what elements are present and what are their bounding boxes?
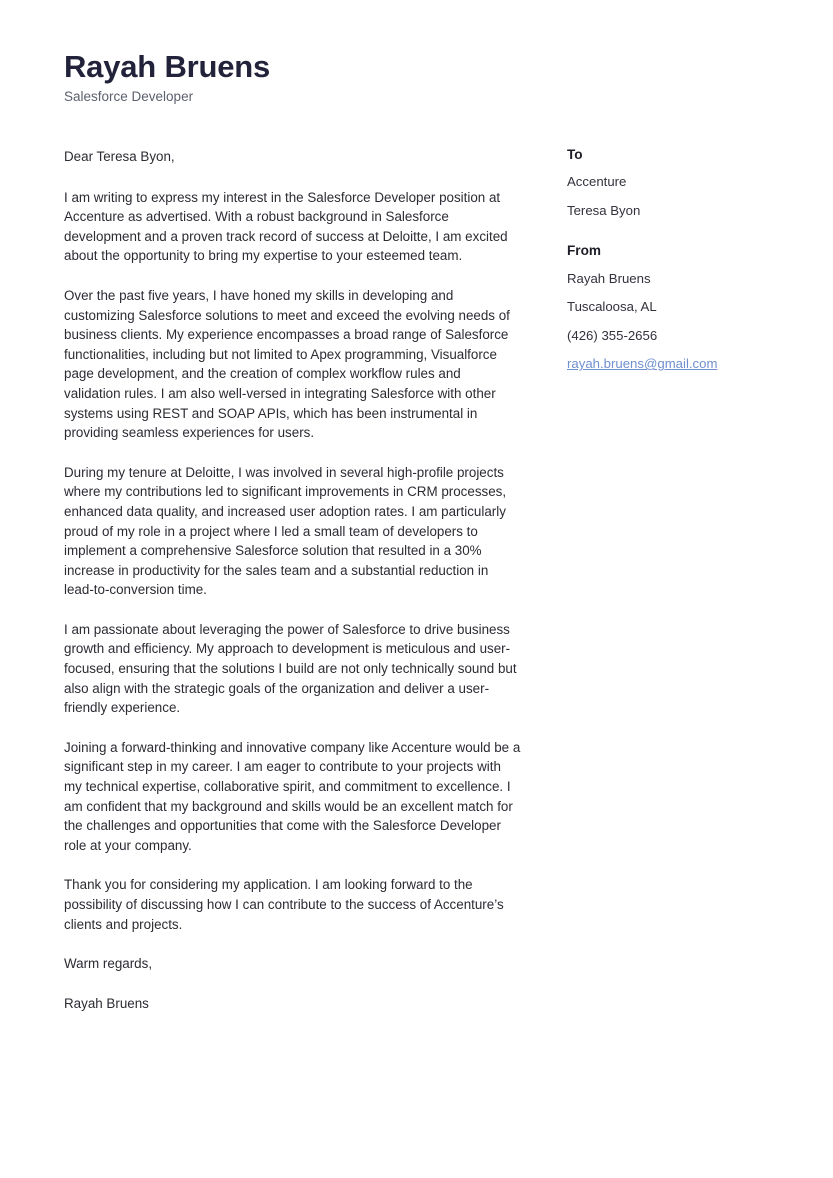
- letter-paragraph: Joining a forward-thinking and innovative company like Accenture would be a significant step in my career. I am eager to contribute to your projects with my technical expertise, collaborative spirit, and commitment to excellence. I am confident that my background and skills would be an excellent match for the challenges and opportunities that come with the Salesforce Developer role at your company.: [64, 739, 521, 853]
- letter-sidebar: [567, 147, 777, 373]
- sender-heading: From: [567, 243, 601, 259]
- sender-phone: (426) 355-2656: [567, 327, 658, 343]
- letter-paragraph: Thank you for considering my application. I am looking forward to the possibility of discussing how I can contribute to the success of Accenture’s clients and projects.: [64, 877, 504, 932]
- recipient-contact: Teresa Byon: [567, 202, 641, 218]
- applicant-name: Rayah Bruens: [64, 49, 271, 84]
- sender-block: [567, 243, 777, 372]
- recipient-company: Accenture: [567, 174, 627, 190]
- sender-name: Rayah Bruens: [567, 270, 651, 286]
- sender-location: Tuscaloosa, AL: [567, 299, 657, 315]
- letter-paragraph: I am passionate about leveraging the power of Salesforce to drive business growth and efficiency. My approach to development is meticulous and user-focused, ensuring that the solutions I build are not only technically sound but also align with the strategic goals of the organization and deliver a user-friendly experience.: [64, 621, 517, 716]
- letter-paragraph: I am writing to express my interest in the Salesforce Developer position at Accenture as advertised. With a robust background in Salesforce development and a proven track record of success at Deloitte, I am excited about the opportunity to bring my expertise to your esteemed team.: [64, 189, 508, 264]
- sender-email-row: [567, 356, 777, 373]
- letter-signature: Rayah Bruens: [64, 995, 149, 1011]
- letter-paragraph: Over the past five years, I have honed my skills in developing and customizing Salesforce solutions to meet and exceed the evolving needs of business clients. My experience encompasses a broad range of Salesforce functionalities, including but not limited to Apex programming, Visualforce page development, and the creation of complex workflow rules and validation rules. I am also well-versed in integrating Salesforce with other systems using REST and SOAP APIs, which has been instrumental in providing seamless experiences for users.: [64, 287, 510, 441]
- letter-signoff: Warm regards,: [64, 956, 153, 972]
- recipient-block: [567, 147, 777, 219]
- letter-body: [64, 147, 521, 1013]
- letter-salutation: Dear Teresa Byon,: [64, 149, 175, 164]
- letter-header: [64, 50, 584, 105]
- letter-paragraph: During my tenure at Deloitte, I was involved in several high-profile projects where my contributions led to significant improvements in CRM processes, enhanced data quality, and increased user adoption rates. I am particularly proud of my role in a project where I led a small team of developers to implement a comprehensive Salesforce solution that resulted in a 30% increase in productivity for the sales team and a substantial reduction in lead-to-conversion time.: [64, 464, 507, 598]
- recipient-heading: To: [567, 147, 583, 162]
- sender-email-link[interactable]: rayah.bruens@gmail.com: [567, 356, 718, 372]
- applicant-role: Salesforce Developer: [64, 88, 194, 104]
